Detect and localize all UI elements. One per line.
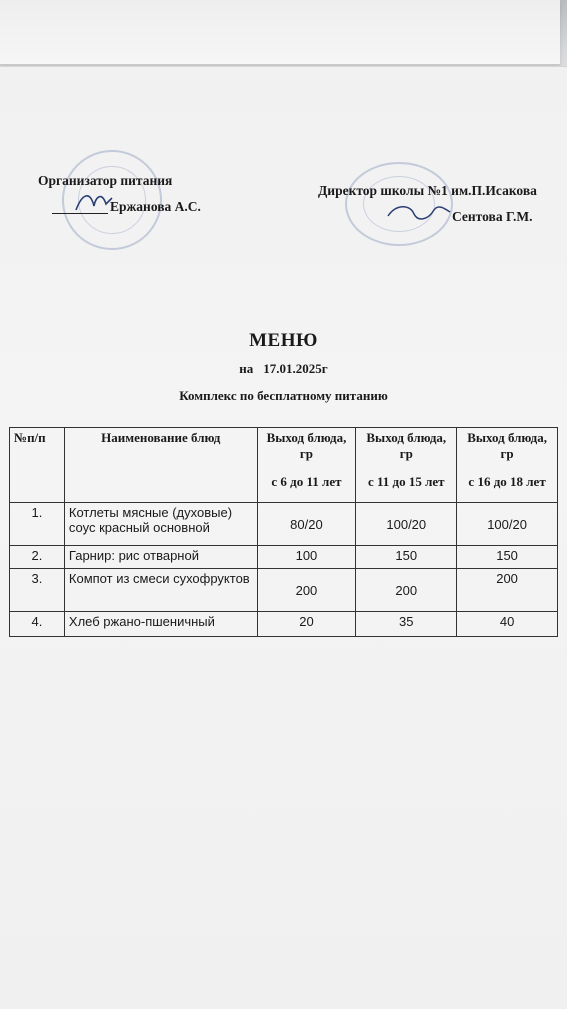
header-num: №п/п (10, 428, 65, 503)
yield-6-11: 80/20 (257, 503, 356, 546)
row-number: 1. (10, 503, 65, 546)
menu-subtitle: Комплекс по бесплатному питанию (179, 388, 388, 403)
signature-underline (52, 213, 108, 214)
yield-11-15: 150 (356, 546, 457, 569)
header-yield-label: Выход блюда, гр (366, 430, 447, 461)
yield-16-18: 200 (457, 569, 558, 612)
menu-date-line (0, 361, 567, 377)
table-row (10, 612, 558, 637)
table-header-row (10, 428, 558, 503)
dish-name: Котлеты мясные (духовые) соус красный основной (64, 503, 257, 546)
right-signature-block (318, 183, 537, 224)
header-age-range: с 11 до 15 лет (367, 474, 445, 489)
row-number: 4. (10, 612, 65, 637)
yield-6-11: 100 (257, 546, 356, 569)
yield-6-11: 20 (257, 612, 356, 637)
header-age-6-11 (257, 428, 356, 503)
left-signature-title: Организатор питания (38, 173, 173, 188)
yield-11-15: 100/20 (356, 503, 457, 546)
yield-11-15: 200 (356, 569, 457, 612)
dish-name: Хлеб ржано-пшеничный (64, 612, 257, 637)
sheet-underneath (0, 0, 560, 65)
row-number: 3. (10, 569, 65, 612)
menu-date: 17.01.2025г (263, 361, 328, 376)
header-age-range: с 6 до 11 лет (271, 474, 342, 489)
header-yield-label: Выход блюда, гр (467, 430, 547, 461)
dish-name: Гарнир: рис отварной (64, 546, 257, 569)
menu-table (9, 427, 558, 637)
yield-6-11: 200 (257, 569, 356, 612)
header-age-range: с 16 до 18 лет (468, 474, 546, 489)
left-signature-block (38, 173, 201, 214)
page-title: МЕНЮ (249, 330, 318, 351)
header-age-11-15 (356, 428, 457, 503)
table-row (10, 569, 558, 612)
yield-16-18: 100/20 (457, 503, 558, 546)
header-name: Наименование блюд (64, 428, 257, 503)
header-age-16-18 (457, 428, 558, 503)
date-prefix: на (239, 361, 254, 376)
table-row (10, 503, 558, 546)
dish-name: Компот из смеси сухофруктов (64, 569, 257, 612)
yield-11-15: 35 (356, 612, 457, 637)
table-row (10, 546, 558, 569)
row-number: 2. (10, 546, 65, 569)
left-signature-name: Ержанова А.С. (110, 198, 201, 214)
right-signature-name: Сентова Г.М. (452, 208, 533, 224)
header-yield-label: Выход блюда, гр (266, 430, 347, 461)
yield-16-18: 150 (457, 546, 558, 569)
yield-16-18: 40 (457, 612, 558, 637)
right-signature-title: Директор школы №1 им.П.Исакова (318, 183, 537, 198)
